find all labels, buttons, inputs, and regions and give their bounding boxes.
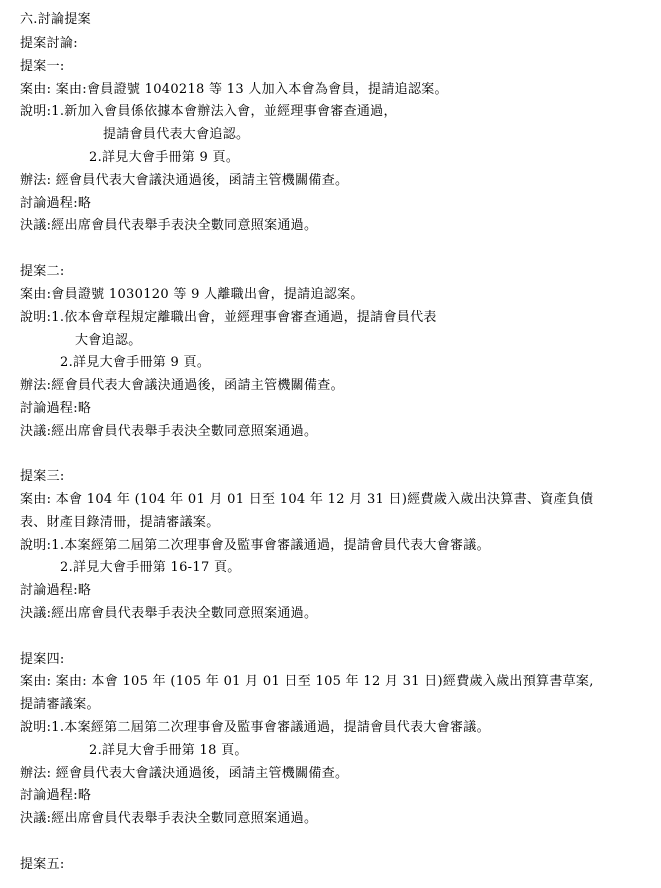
proposal3-process: 討論過程:略	[20, 583, 92, 598]
proposal3-resolution: 決議:經出席會員代表舉手表決全數同意照案通過。	[20, 606, 318, 621]
proposal1-explain1: 說明:1.新加入會員係依據本會辦法入會，並經理事會審查通過，	[20, 104, 397, 119]
proposal4-cause-cont: 提請審議案。	[20, 697, 100, 712]
proposal2-title: 提案二:	[20, 264, 65, 279]
proposal4-process: 討論過程:略	[20, 788, 92, 803]
proposal1-explain2: 2.詳見大會手冊第 9 頁。	[89, 150, 240, 165]
proposal2-resolution: 決議:經出席會員代表舉手表決全數同意照案通過。	[20, 424, 318, 439]
proposal3-title: 提案三:	[20, 469, 65, 484]
proposal1-resolution: 決議:經出席會員代表舉手表決全數同意照案通過。	[20, 218, 318, 233]
intro-label: 提案討論:	[20, 36, 78, 51]
proposal2-cause: 案由:會員證號 1030120 等 9 人離職出會，提請追認案。	[20, 287, 364, 302]
proposal4-cause: 案由: 案由: 本會 105 年 (105 年 01 月 01 日至 105 年 12 月 31 日)經費歲入歲出預算書草案,	[20, 674, 594, 689]
proposal3-cause-cont: 表、財產目錄清冊，提請審議案。	[20, 515, 220, 530]
proposal1-title: 提案一:	[20, 59, 65, 74]
section-heading: 六.討論提案	[20, 12, 91, 27]
proposal1-cause: 案由: 案由:會員證號 1040218 等 13 人加入本會為會員，提請追認案。	[20, 82, 448, 97]
proposal1-method: 辦法: 經會員代表大會議決通過後，函請主管機關備查。	[20, 173, 349, 188]
proposal1-explain1b: 提請會員代表大會追認。	[103, 127, 250, 142]
proposal2-process: 討論過程:略	[20, 401, 92, 416]
proposal2-method: 辦法:經會員代表大會議決通過後，函請主管機關備查。	[20, 378, 344, 393]
proposal5-title: 提案五:	[20, 857, 65, 872]
proposal2-explain2: 2.詳見大會手冊第 9 頁。	[60, 355, 211, 370]
proposal4-resolution: 決議:經出席會員代表舉手表決全數同意照案通過。	[20, 811, 318, 826]
proposal4-title: 提案四:	[20, 652, 65, 667]
proposal3-cause: 案由: 本會 104 年 (104 年 01 月 01 日至 104 年 12 月 31 日)經費歲入歲出決算書、資產負債	[20, 492, 594, 507]
proposal4-method: 辦法: 經會員代表大會議決通過後，函請主管機關備查。	[20, 766, 349, 781]
proposal3-explain2: 2.詳見大會手冊第 16-17 頁。	[60, 560, 241, 575]
proposal3-explain1: 說明:1.本案經第二屆第二次理事會及監事會審議通過，提請會員代表大會審議。	[20, 538, 490, 553]
proposal4-explain2: 2.詳見大會手冊第 18 頁。	[89, 743, 248, 758]
proposal2-explain1b: 大會追認。	[75, 333, 142, 348]
proposal1-process: 討論過程:略	[20, 196, 92, 211]
proposal2-explain1: 說明:1.依本會章程規定離職出會，並經理事會審查通過，提請會員代表	[20, 310, 437, 325]
proposal4-explain1: 說明:1.本案經第二屆第二次理事會及監事會審議通過，提請會員代表大會審議。	[20, 720, 490, 735]
